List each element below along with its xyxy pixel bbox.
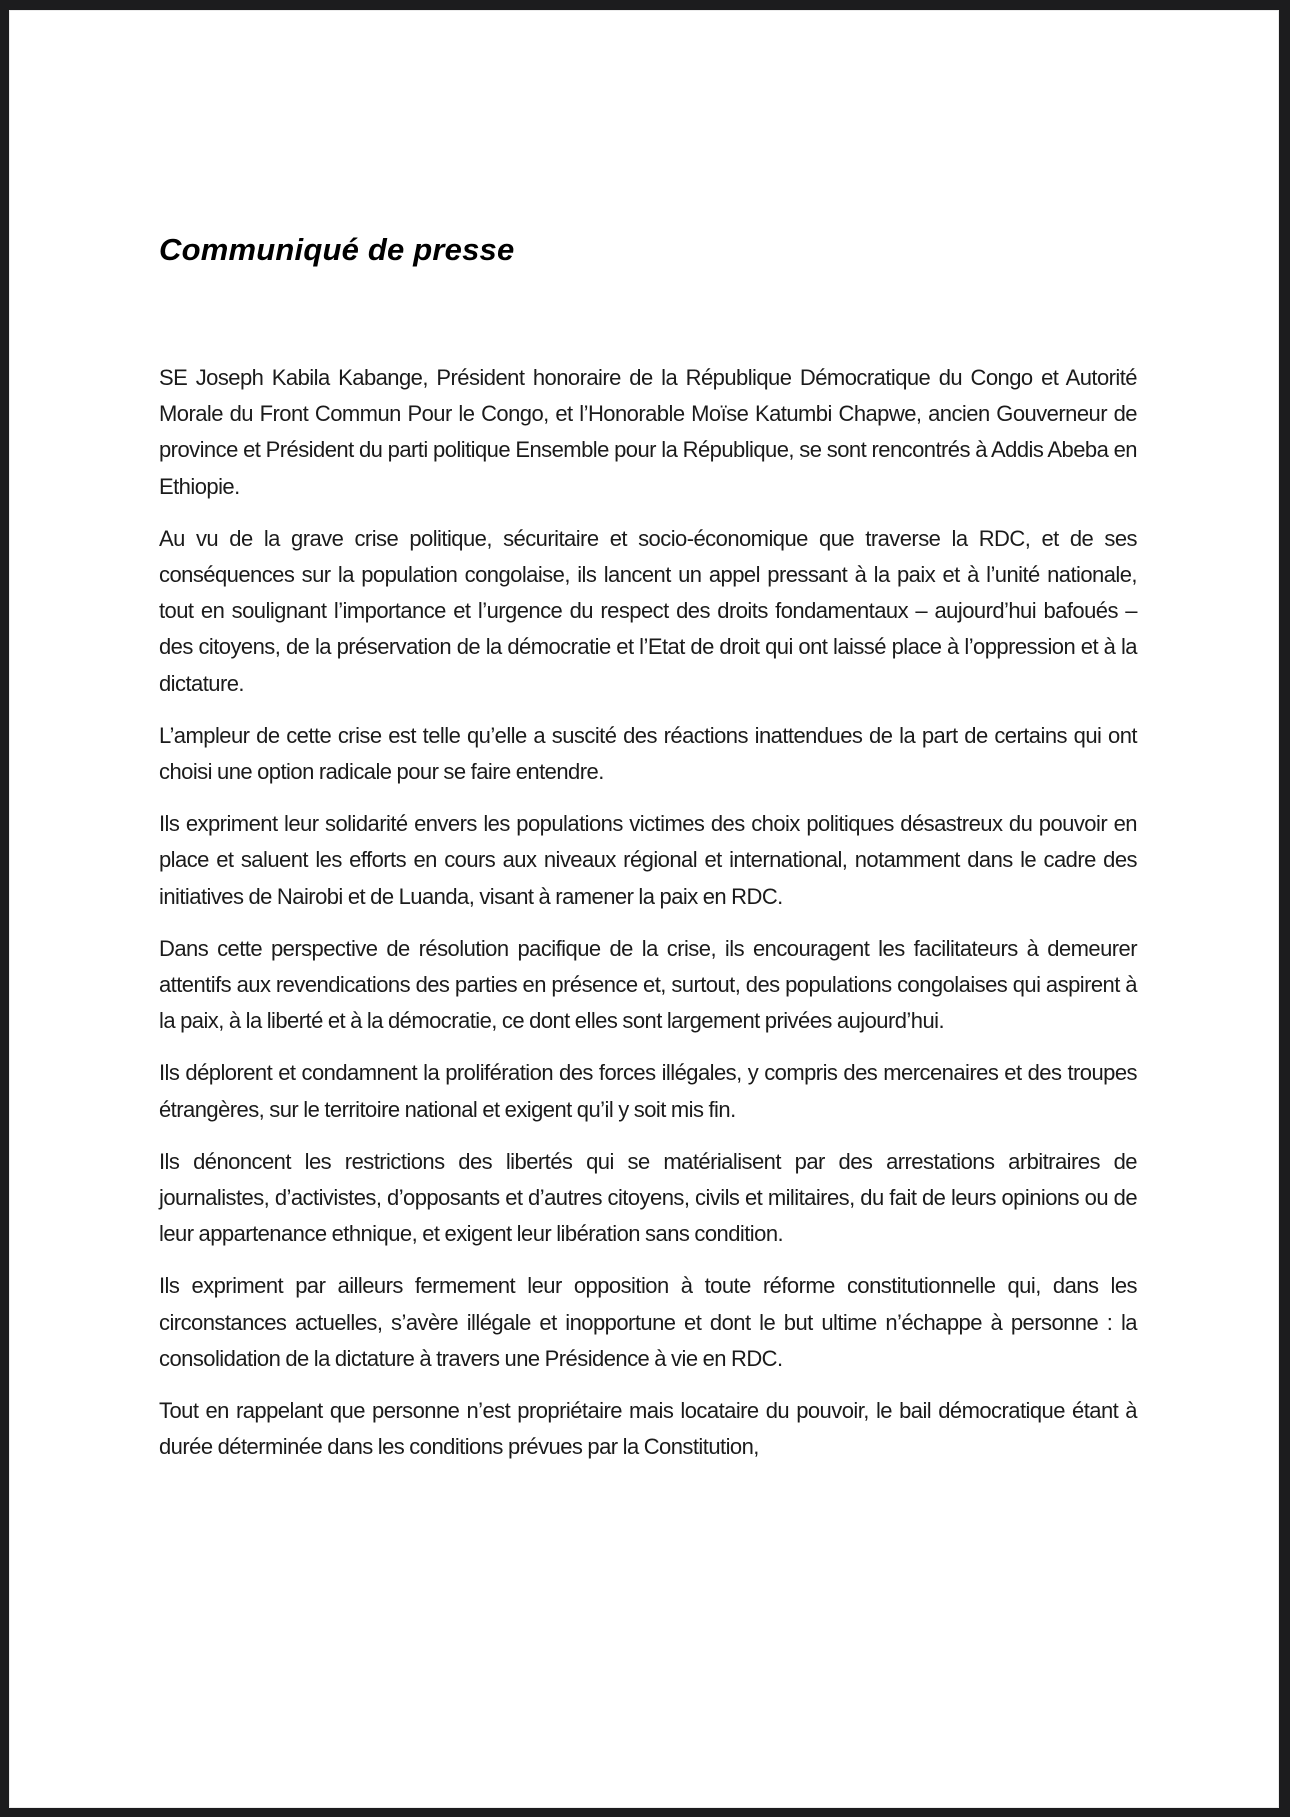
document-page	[9, 10, 1279, 1808]
paragraph-7: Ils dénoncent les restrictions des libertés qui se matérialisent par des arrestations arbitraires de journalistes, d’activistes, d’opposants et d’autres citoyens, civils et militaires, du fait de leurs opinions ou de leur appartenance ethnique, et exigent leur libération sans condition.	[159, 1148, 1137, 1247]
paragraph-5: Dans cette perspective de résolution pacifique de la crise, ils encouragent les facilitateurs à demeurer attentifs aux revendications des parties en présence et, surtout, des populations congolaises qui aspirent à la paix, à la liberté et à la démocratie, ce dont elles sont largement privées aujourd’hui.	[159, 935, 1137, 1034]
paragraph-8: Ils expriment par ailleurs fermement leur opposition à toute réforme constitutionnelle qui, dans les circonstances actuelles, s’avère illégale et inopportune et dont le but ultime n’échappe à personne : la consolidation de la dictature à travers une Présidence à vie en RDC.	[159, 1273, 1137, 1371]
paragraph-9: Tout en rappelant que personne n’est propriétaire mais locataire du pouvoir, le bail démocratique étant à durée déterminée dans les conditions prévues par la Constitution,	[159, 1398, 1137, 1460]
paragraph-3: L’ampleur de cette crise est telle qu’elle a suscité des réactions inattendues de la part de certains qui ont choisi une option radicale pour se faire entendre.	[159, 722, 1137, 785]
document-body	[159, 360, 1137, 1481]
paragraph-6: Ils déplorent et condamnent la prolifération des forces illégales, y compris des mercenaires et des troupes étrangères, sur le territoire national et exigent qu’il y soit mis fin.	[159, 1060, 1137, 1122]
paragraph-4: Ils expriment leur solidarité envers les populations victimes des choix politiques désastreux du pouvoir en place et saluent les efforts en cours aux niveaux régional et international, notamment dans le cadre des initiatives de Nairobi et de Luanda, visant à ramener la paix en RDC.	[159, 811, 1137, 909]
paragraph-2: Au vu de la grave crise politique, sécuritaire et socio-économique que traverse la RDC, et de ses conséquences sur la population congolaise, ils lancent un appel pressant à la paix et à l’unité nationale, tout en soulignant l’importance et l’urgence du respect des droits fondamentaux – aujourd’hui bafoués – des citoyens, de la préservation de la démocratie et l’Etat de droit qui ont laissé place à l’oppression et à la dictature.	[159, 525, 1137, 696]
paragraph-1: SE Joseph Kabila Kabange, Président honoraire de la République Démocratique du Congo et Autorité Morale du Front Commun Pour le Congo, et l’Honorable Moïse Katumbi Chapwe, ancien Gouverneur de province et Président du parti politique Ensemble pour la République, se sont rencontrés à Addis Abeba en Ethiopie.	[159, 365, 1137, 499]
document-title: Communiqué de presse	[159, 232, 515, 267]
